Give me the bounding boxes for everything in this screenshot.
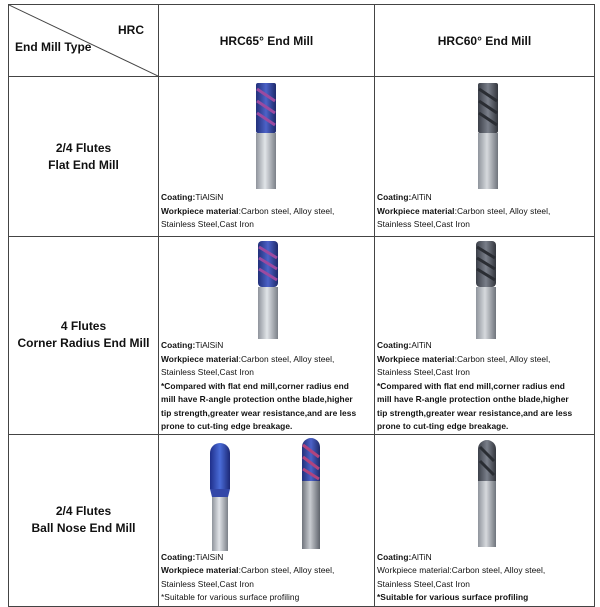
workpiece-value: :Carbon steel, Alloy steel, (454, 205, 551, 216)
workpiece-label: Workpiece material (161, 353, 239, 364)
workpiece-line2: Stainless Steel,Cast Iron (161, 367, 254, 377)
header-row (9, 5, 595, 77)
cell-flat-hrc60 (375, 77, 595, 237)
cell-corner-hrc65 (159, 237, 375, 435)
note-line4: prone to cut-ting edge breakage. (377, 421, 509, 431)
coating-label: Coating: (161, 340, 196, 350)
workpiece-line2: Stainless Steel,Cast Iron (377, 367, 470, 377)
workpiece-label: Workpiece material (161, 205, 239, 216)
product-image-ball-hrc60 (375, 435, 594, 551)
ball-nose-end-mill-gray-image (475, 439, 499, 547)
note-line1: *Compared with flat end mill,corner radius end (377, 380, 565, 391)
product-image-flat-hrc65 (159, 77, 374, 191)
coating-value: TiAlSiN (195, 551, 224, 562)
coating-value: TiAlSiN (195, 192, 224, 202)
cell-corner-hrc60 (375, 237, 595, 435)
workpiece-value: :Carbon steel, Alloy steel, (238, 205, 335, 216)
product-image-corner-hrc65 (159, 237, 374, 339)
spec-text-ball-hrc60 (375, 551, 594, 605)
note-line3: tip strength,greater wear resistance,and are less (377, 407, 573, 418)
workpiece-line2: Stainless Steel,Cast Iron (377, 219, 470, 229)
workpiece-line2: Stainless Steel,Cast Iron (161, 578, 254, 589)
coating-label: Coating: (161, 551, 196, 562)
workpiece-value: :Carbon steel, Alloy steel, (238, 353, 335, 364)
note-line1: *Compared with flat end mill,corner radius end (161, 380, 349, 391)
corner-radius-end-mill-gray-image (473, 241, 499, 339)
ball-nose-end-mill-blue-image (207, 441, 233, 551)
workpiece-label: Workpiece material (161, 565, 239, 575)
end-mill-type-label: End Mill Type (15, 40, 92, 54)
spec-text-flat-hrc65 (159, 191, 374, 232)
coating-value: AlTiN (411, 192, 432, 202)
row-flat-end-mill (9, 77, 595, 237)
workpiece-line: Workpiece material:Carbon steel, Alloy steel, (377, 565, 546, 575)
product-image-corner-hrc60 (375, 237, 594, 339)
note-line1: *Suitable for various surface profiling (377, 592, 529, 602)
note-line2: mill have R-angle protection onthe blade,higher (377, 394, 569, 404)
spec-text-flat-hrc60 (375, 191, 594, 232)
cell-flat-hrc65 (159, 77, 375, 237)
coating-label: Coating: (377, 192, 412, 202)
workpiece-label: Workpiece material (377, 205, 455, 216)
column-header-hrc65: HRC65° End Mill (159, 5, 375, 77)
workpiece-label: Workpiece material (377, 353, 455, 364)
coating-value: AlTiN (411, 551, 432, 562)
product-image-flat-hrc60 (375, 77, 594, 191)
note-line2: mill have R-angle protection onthe blade,higher (161, 394, 353, 404)
workpiece-line2: Stainless Steel,Cast Iron (377, 578, 470, 589)
header-corner-cell (9, 5, 159, 77)
coating-label: Coating: (377, 340, 412, 350)
row-label-corner-radius (9, 237, 159, 435)
row-label-ball-nose (9, 434, 159, 606)
workpiece-line2: Stainless Steel,Cast Iron (161, 219, 254, 229)
row-label-line2: Flat End Mill (48, 157, 119, 172)
flat-end-mill-blue-image (253, 83, 279, 189)
coating-value: AlTiN (411, 340, 432, 350)
column-header-hrc60: HRC60° End Mill (375, 5, 595, 77)
row-label-line1: 2/4 Flutes (55, 140, 112, 155)
coating-label: Coating: (377, 551, 412, 562)
coating-value: TiAlSiN (195, 340, 224, 350)
cell-ball-hrc60 (375, 434, 595, 606)
ball-nose-end-mill-purple-image (299, 437, 323, 549)
row-label-line2: Corner Radius End Mill (17, 336, 150, 351)
corner-radius-end-mill-blue-image (255, 241, 281, 339)
note-line3: tip strength,greater wear resistance,and are less (161, 407, 357, 418)
product-image-ball-hrc65 (159, 435, 374, 551)
note-line1: *Suitable for various surface profiling (161, 592, 300, 602)
spec-text-corner-hrc65 (159, 339, 374, 434)
spec-text-corner-hrc60 (375, 339, 594, 434)
row-label-line1: 2/4 Flutes (55, 504, 112, 518)
note-line4: prone to cut-ting edge breakage. (161, 421, 293, 431)
coating-label: Coating: (161, 192, 196, 202)
cell-ball-hrc65 (159, 434, 375, 606)
workpiece-value: :Carbon steel, Alloy steel, (454, 353, 551, 364)
row-corner-radius-end-mill (9, 237, 595, 435)
row-ball-nose-end-mill (9, 434, 595, 606)
row-label-line2: Ball Nose End Mill (31, 521, 136, 535)
row-label-flat (9, 77, 159, 237)
hrc-label: HRC (118, 23, 144, 37)
row-label-line1: 4 Flutes (60, 319, 107, 334)
workpiece-value: :Carbon steel, Alloy steel, (238, 565, 335, 575)
flat-end-mill-gray-image (475, 83, 501, 189)
spec-text-ball-hrc65 (159, 551, 374, 605)
end-mill-spec-table (8, 4, 595, 607)
